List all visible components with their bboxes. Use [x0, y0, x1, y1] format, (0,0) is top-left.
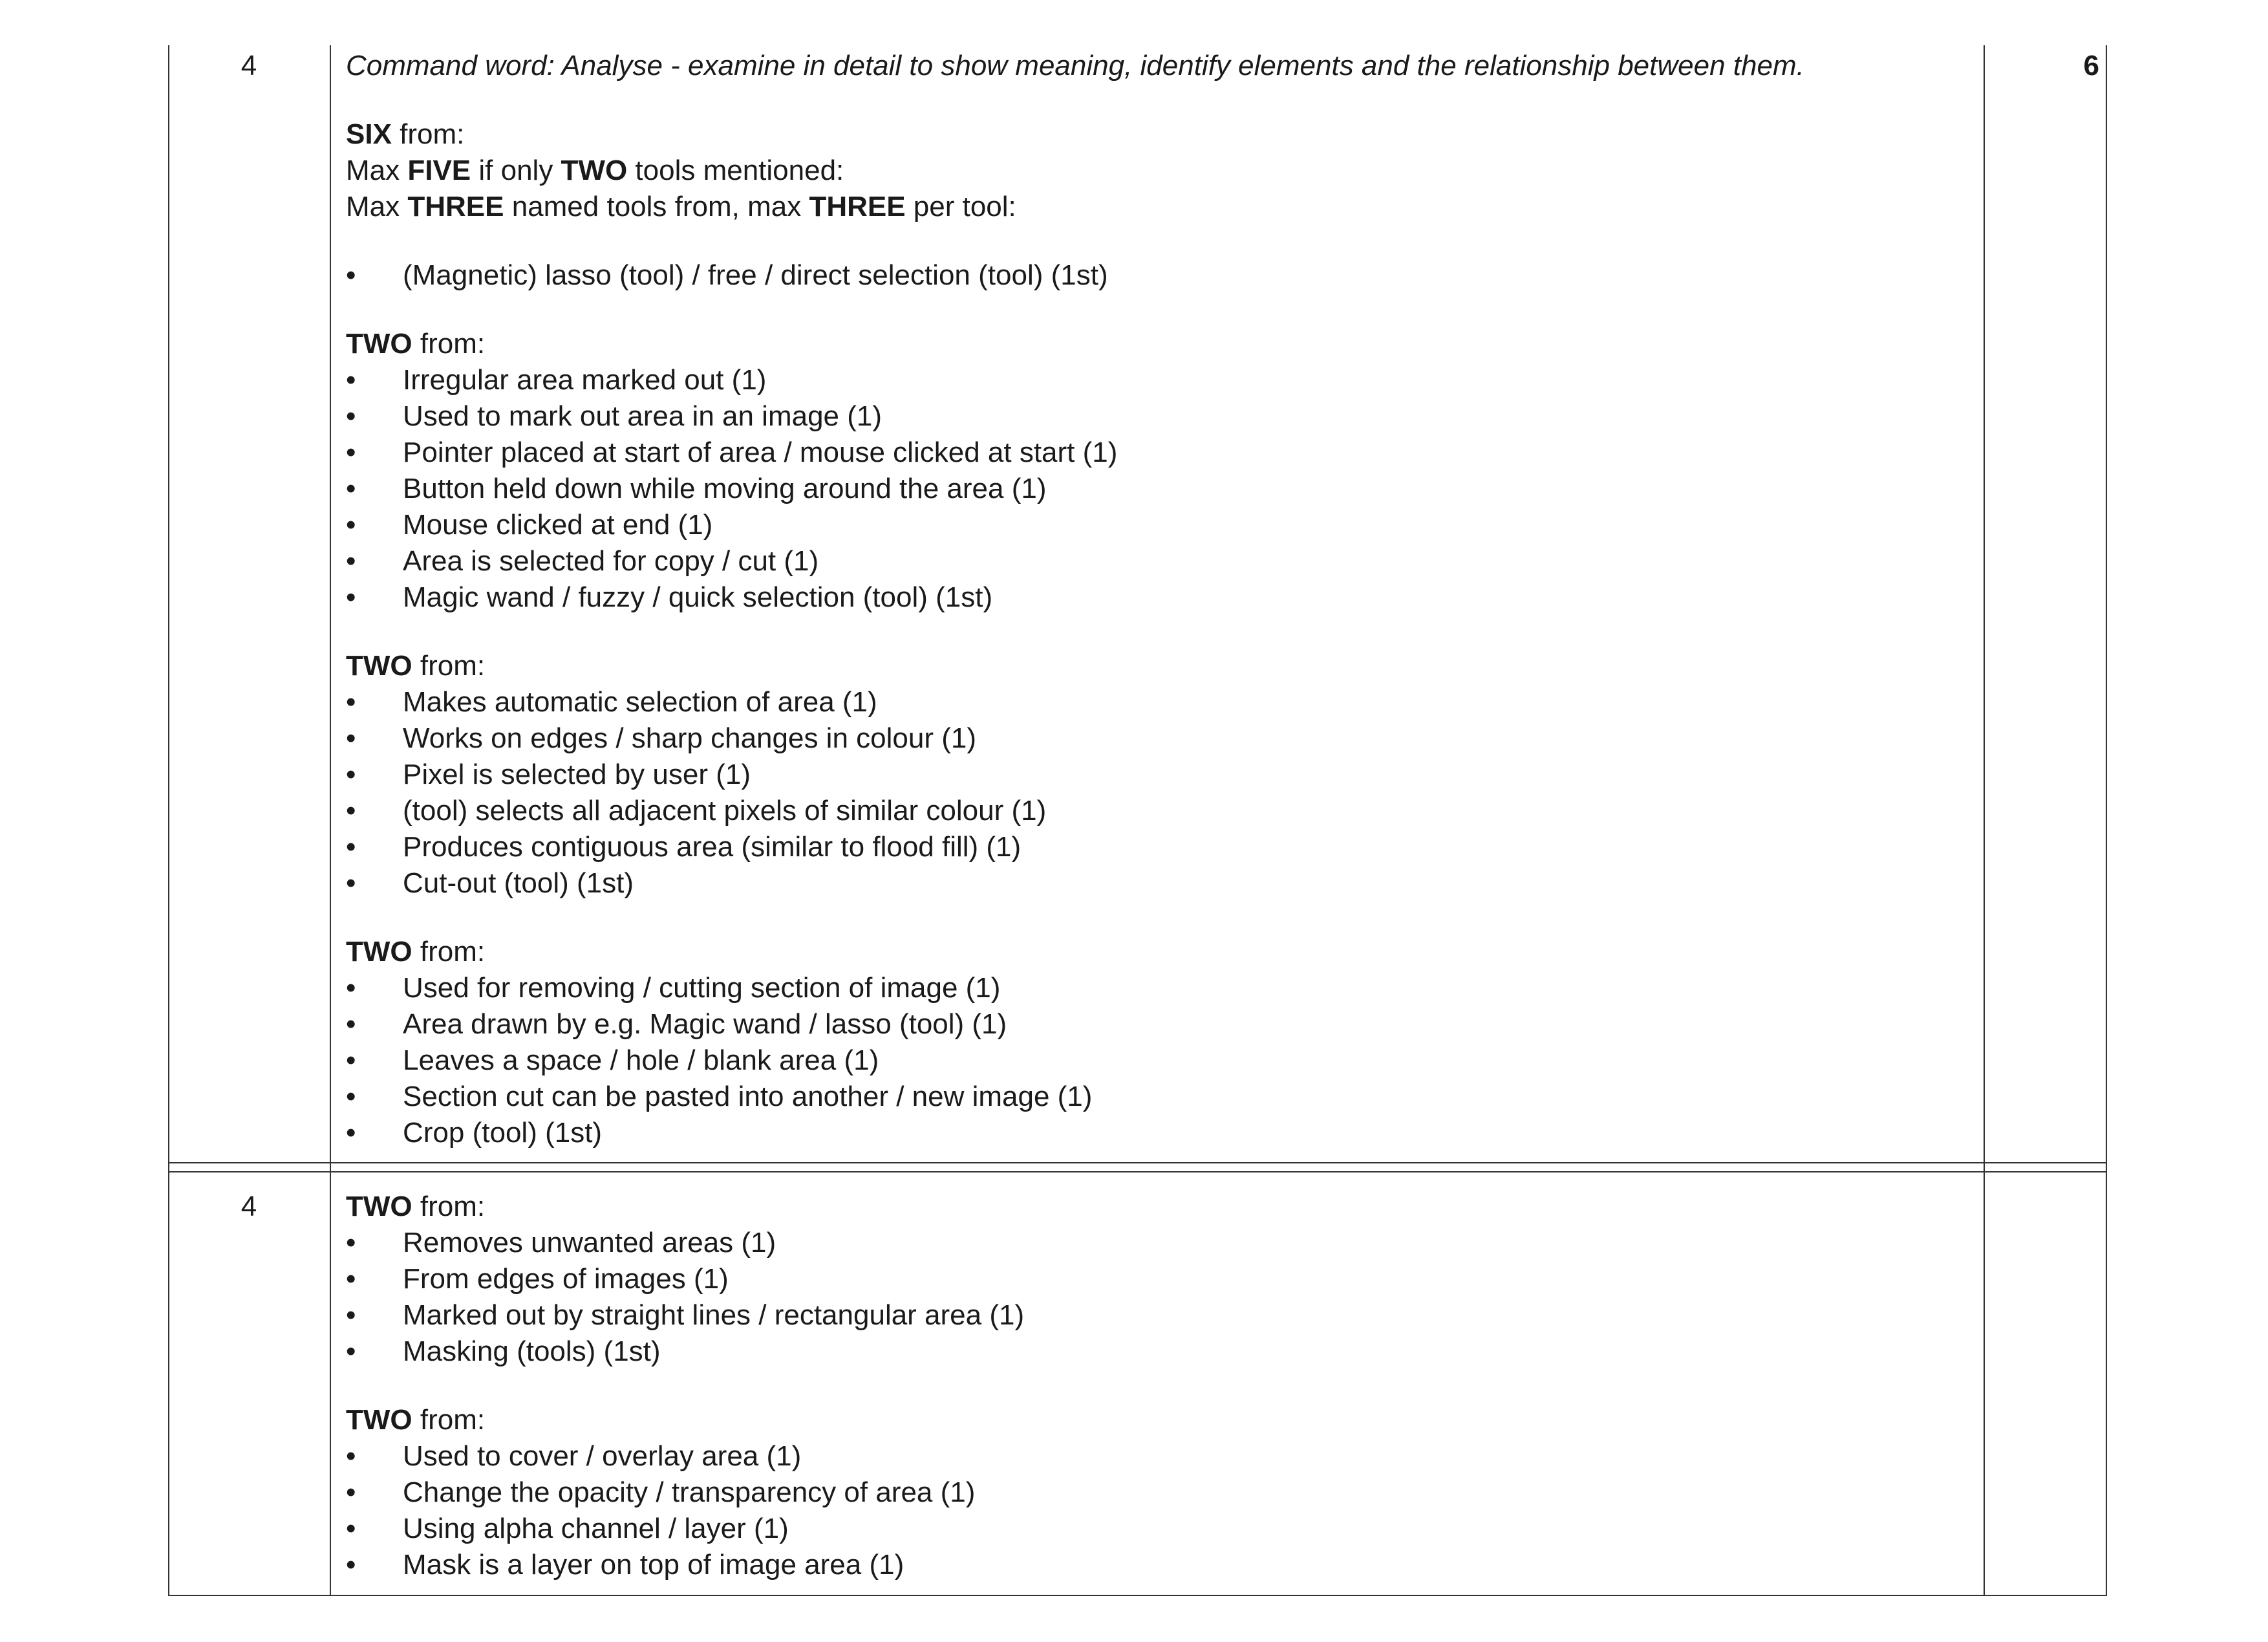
bullet-icon: •: [346, 364, 356, 396]
bullet-icon: •: [346, 259, 356, 291]
bullet-icon: •: [346, 722, 356, 754]
list-item: • Masking (tools) (1st): [346, 1334, 1975, 1370]
list-item: • Area is selected for copy / cut (1): [346, 543, 1975, 579]
list-item: • Used to cover / overlay area (1): [346, 1438, 1975, 1475]
list-item: • Used to mark out area in an image (1): [346, 398, 1975, 435]
group-heading: TWO from:: [346, 650, 486, 682]
bullet-icon: •: [346, 759, 356, 790]
six-from-line: SIX from:: [346, 118, 465, 150]
bullet-icon: •: [346, 1044, 356, 1076]
list-item: • Produces contiguous area (similar to flood fill) (1): [346, 829, 1975, 865]
table-col-divider-2: [1984, 45, 1985, 1596]
list-item: • Removes unwanted areas (1): [346, 1225, 1975, 1261]
max-five-line: Max FIVE if only TWO tools mentioned:: [346, 155, 844, 186]
list-item: • Pointer placed at start of area / mouse clicked at start (1): [346, 435, 1975, 471]
bullet-icon: •: [346, 1263, 356, 1295]
table-col-divider-1: [330, 45, 331, 1596]
list-item: • Works on edges / sharp changes in colour (1): [346, 720, 1975, 757]
marks-value: 6: [2083, 50, 2099, 81]
table-bottom-border: [168, 1595, 2107, 1596]
list-item: • Leaves a space / hole / blank area (1): [346, 1042, 1975, 1079]
bullet-icon: •: [346, 1117, 356, 1149]
answer-guidance: [346, 48, 1975, 1151]
row-separator-bottom: [168, 1171, 2107, 1172]
group-heading: TWO from:: [346, 936, 486, 967]
bullet-icon: •: [346, 1227, 356, 1259]
table-right-border: [2106, 45, 2107, 1596]
command-word-text: Command word: Analyse - examine in detail to show meaning, identify elements and the relationship between them.: [346, 50, 1804, 81]
bullet-icon: •: [346, 1008, 356, 1040]
list-item: • Area drawn by e.g. Magic wand / lasso (tool) (1): [346, 1006, 1975, 1042]
bullet-icon: •: [346, 1476, 356, 1508]
list-item: • Button held down while moving around the area (1): [346, 471, 1975, 507]
bullet-icon: •: [346, 972, 356, 1004]
list-item: • Cut-out (tool) (1st): [346, 865, 1975, 902]
bullet-icon: •: [346, 867, 356, 899]
table-left-border: [168, 45, 169, 1596]
question-number: 4: [241, 1191, 257, 1222]
list-item: • Section cut can be pasted into another / new image (1): [346, 1079, 1975, 1115]
bullet-icon: •: [346, 1335, 356, 1367]
list-item: • Mask is a layer on top of image area (1): [346, 1547, 1975, 1583]
list-item: • Irregular area marked out (1): [346, 362, 1975, 398]
bullet-icon: •: [346, 1299, 356, 1331]
answer-guidance: [346, 1189, 1975, 1583]
bullet-icon: •: [346, 400, 356, 432]
bullet-icon: •: [346, 795, 356, 826]
bullet-icon: •: [346, 509, 356, 541]
list-item: • Used for removing / cutting section of image (1): [346, 970, 1975, 1006]
bullet-icon: •: [346, 1081, 356, 1112]
bullet-icon: •: [346, 581, 356, 613]
list-item: • Mouse clicked at end (1): [346, 507, 1975, 543]
bullet-icon: •: [346, 686, 356, 718]
list-item: • Pixel is selected by user (1): [346, 757, 1975, 793]
bullet-icon: •: [346, 545, 356, 577]
bullet-icon: •: [346, 437, 356, 468]
row-separator-top: [168, 1162, 2107, 1163]
group-heading: TWO from:: [346, 1191, 486, 1222]
max-three-line: Max THREE named tools from, max THREE per tool:: [346, 191, 1016, 222]
list-item: • Makes automatic selection of area (1): [346, 684, 1975, 720]
bullet-icon: •: [346, 1549, 356, 1581]
bullet-icon: •: [346, 831, 356, 863]
list-item: • Marked out by straight lines / rectangular area (1): [346, 1297, 1975, 1334]
bullet-icon: •: [346, 1440, 356, 1472]
group-heading: TWO from:: [346, 328, 486, 360]
bullet-icon: •: [346, 473, 356, 504]
group-heading: TWO from:: [346, 1404, 486, 1436]
question-number: 4: [241, 50, 257, 81]
list-item: • Magic wand / fuzzy / quick selection (tool) (1st): [346, 579, 1975, 616]
list-item: • From edges of images (1): [346, 1261, 1975, 1297]
list-item: • Change the opacity / transparency of area (1): [346, 1475, 1975, 1511]
list-item: • Using alpha channel / layer (1): [346, 1511, 1975, 1547]
list-item: • (Magnetic) lasso (tool) / free / direct selection (tool) (1st): [346, 257, 1975, 294]
list-item: • Crop (tool) (1st): [346, 1115, 1975, 1151]
list-item: • (tool) selects all adjacent pixels of similar colour (1): [346, 793, 1975, 829]
bullet-icon: •: [346, 1513, 356, 1544]
